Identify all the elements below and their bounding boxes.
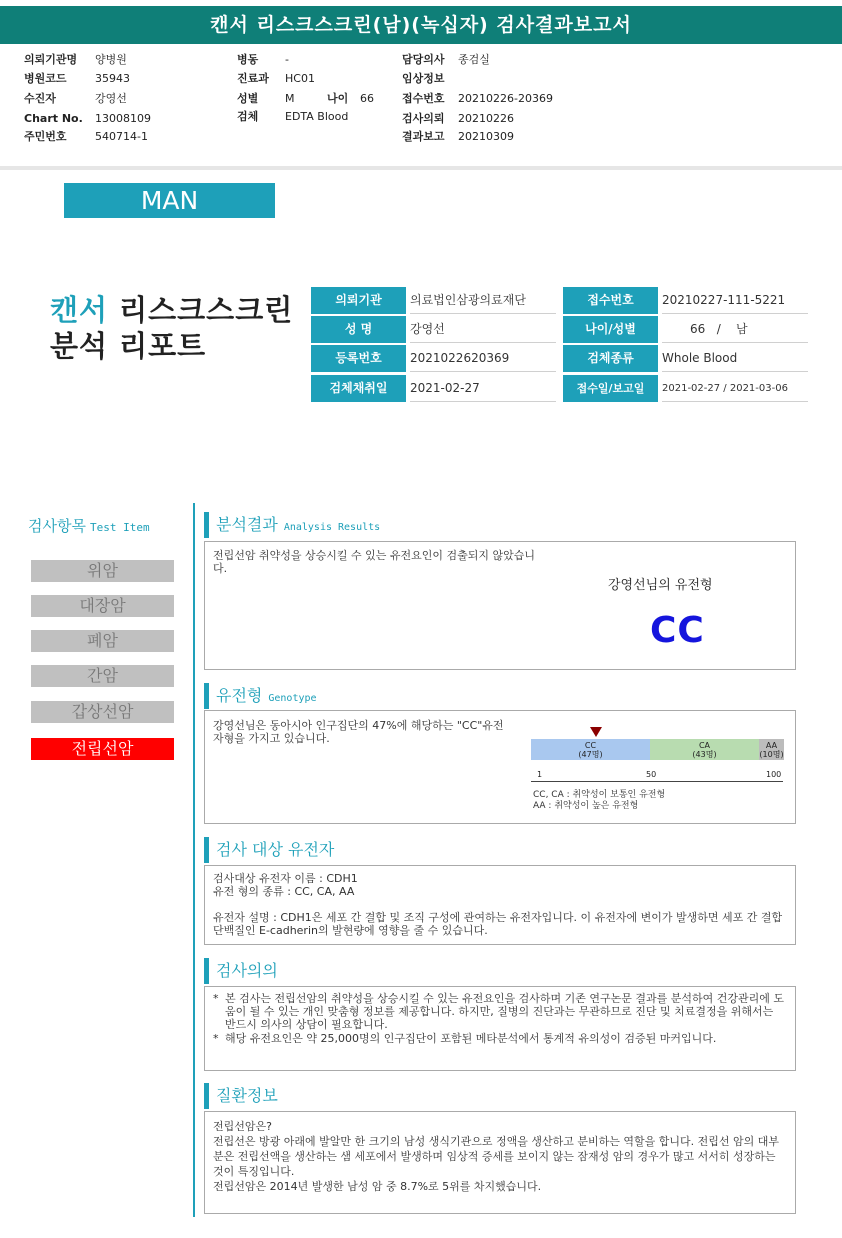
sidebar-item-stomach[interactable]: 위암	[31, 560, 174, 582]
info-label: 나이/성별	[563, 316, 658, 343]
genotype-bar-aa: AA (10명)	[759, 741, 784, 759]
sidebar-item-colon[interactable]: 대장암	[31, 595, 174, 617]
genotype-bar-cc: CC (47명)	[531, 739, 650, 760]
genotype-owner-label: 강영선님의 유전형	[608, 578, 713, 593]
genotype-legend: CC, CA : 취약성이 보통인 유전형 AA : 취약성이 높은 유전형	[533, 790, 666, 811]
sidebar-item-thyroid[interactable]: 갑상선암	[31, 701, 174, 723]
sidebar-item-liver[interactable]: 간암	[31, 665, 174, 687]
sidebar-item-lung[interactable]: 폐암	[31, 630, 174, 652]
significance-bullet: * 해당 유전요인은 약 25,000명의 인구집단이 포함된 메타분석에서 통계적 유의성이 검증된 마커입니다.	[213, 1032, 717, 1045]
sidebar-item-prostate[interactable]: 전립선암	[31, 738, 174, 760]
section-heading-gene: 검사 대상 유전자	[204, 837, 334, 863]
info-value: 강영선	[410, 316, 556, 343]
axis-label: 1	[537, 770, 543, 779]
section-heading-analysis: 분석결과 Analysis Results	[204, 512, 380, 538]
gene-box	[204, 865, 796, 945]
info-label: 등록번호	[311, 345, 406, 372]
vertical-divider	[193, 503, 195, 1217]
info-label: 검체채취일	[311, 375, 406, 402]
info-label: 검체종류	[563, 345, 658, 372]
info-value: 2021-02-27	[410, 375, 556, 402]
genotype-text: 강영선님은 동아시아 인구집단의 47%에 해당하는 "CC"유전자형을 가지고 있습니다.	[213, 719, 504, 745]
disease-paragraph: 전립선은 방광 아래에 발알만 한 크기의 남성 생식기관으로 정액을 생산하고 분비하는 역할을 합니다. 전립선 암의 대부분은 전립선액을 생산하는 샘 세포에서 발생하며 임상적 증세를 보이지 않는 잠재성 암의 경우가 많고 서서히 성장하는 것이 특징입니다.	[213, 1135, 779, 1178]
analysis-text: 전립선암 취약성을 상승시킬 수 있는 유전요인이 검출되지 않았습니다.	[213, 549, 536, 575]
gene-types: 유전 형의 종류 : CC, CA, AA	[213, 885, 355, 898]
section-heading-disease: 질환정보	[204, 1083, 278, 1109]
bar-axis	[531, 781, 783, 782]
axis-label: 100	[766, 770, 782, 779]
info-value: Whole Blood	[662, 345, 808, 372]
gene-description: 유전자 설명 : CDH1은 세포 간 결합 및 조직 구성에 관여하는 유전자입니다. 이 유전자에 변이가 발생하면 세포 간 결합 단백질인 E-cadherin의 발현량에 영향을 줄 수 있습니다.	[213, 911, 783, 937]
info-label: 접수일/보고일	[563, 375, 658, 402]
genotype-result: CC	[650, 610, 705, 651]
info-label: 의뢰기관	[311, 287, 406, 314]
section-heading-genotype: 유전형 Genotype	[204, 683, 317, 709]
info-value: 2021022620369	[410, 345, 556, 372]
genotype-box	[204, 710, 796, 824]
significance-bullet: * 본 검사는 전립선암의 취약성을 상승시킬 수 있는 유전요인을 검사하며 기존 연구논문 결과를 분석하여 건강관리에 도움이 될 수 있는 개인 맞춤형 정보를 제공합니다. 하지만, 질병의 진단과는 무관하므로 진단 및 치료결정을 위해서는 반드시 의사의 상담이 필요합니다.	[213, 992, 784, 1031]
section-heading-significance: 검사의의	[204, 958, 278, 984]
gene-name: 검사대상 유전자 이름 : CDH1	[213, 872, 358, 885]
genotype-bar-ca: CA (43명)	[650, 739, 759, 760]
analysis-box	[204, 541, 796, 670]
gender-banner: MAN	[64, 183, 275, 218]
info-value: 2021-02-27 / 2021-03-06	[662, 375, 808, 402]
report-title: 캔서 리스크스크린(남)(녹십자) 검사결과보고서	[0, 6, 842, 44]
disease-paragraph: 전립선암은 2014년 발생한 남성 암 중 8.7%로 5위를 차지했습니다.	[213, 1180, 542, 1193]
info-value: 66 / 남	[662, 316, 808, 343]
disease-question: 전립선암은?	[213, 1120, 272, 1133]
disease-box	[204, 1111, 796, 1214]
info-label: 접수번호	[563, 287, 658, 314]
report-heading: 캔서 리스크스크린 분석 리포트	[50, 293, 294, 363]
info-label: 성 명	[311, 316, 406, 343]
info-value: 의료법인삼광의료재단	[410, 287, 556, 314]
patient-header: 의뢰기관명 양병원 병원코드 35943 수진자 강영선 Chart No. 13008109 주민번호 540714-1 병동 - 진료과 HC01 성별 M 나이 66 검체 EDTA Blood 담당의사 종검실 임상정보 접수번호 20210226-20369 검사의뢰 20210226 결과보고 20210309	[24, 53, 553, 143]
axis-label: 50	[646, 770, 657, 779]
header-separator	[0, 166, 842, 170]
significance-box	[204, 986, 796, 1071]
marker-triangle-icon	[590, 727, 602, 737]
info-value: 20210227-111-5221	[662, 287, 808, 314]
sidebar-title: 검사항목 Test Item	[28, 517, 150, 535]
